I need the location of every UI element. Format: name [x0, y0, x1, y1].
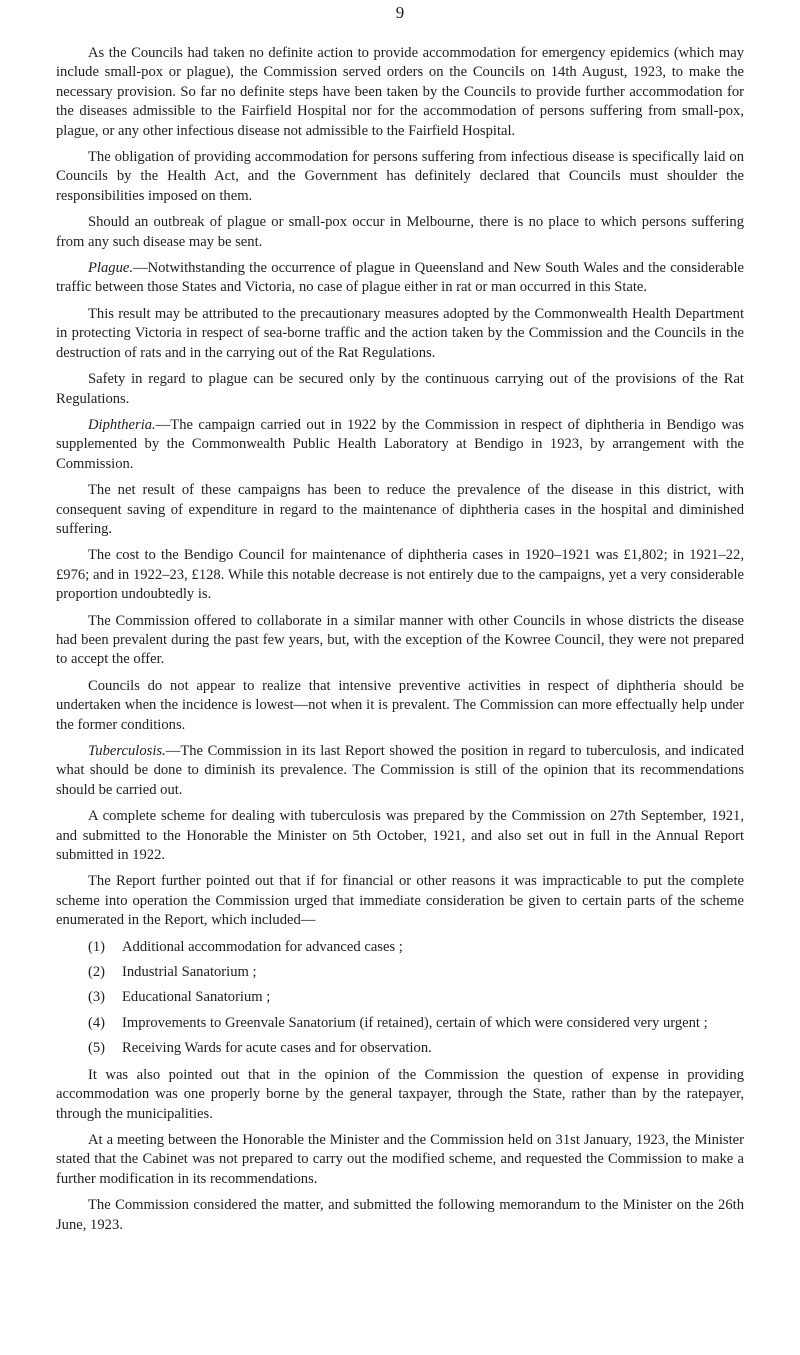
list-item-number: (3): [88, 989, 106, 1006]
paragraph-outbreak: Should an outbreak of plague or small-pox occur in Melbourne, there is no place to which persons suffering from any such disease may be sent.: [56, 214, 744, 250]
paragraph-plague-lead: [56, 259, 744, 298]
list-item-number: (1): [88, 938, 106, 955]
list-item-number: (4): [88, 1014, 106, 1031]
list-item: [56, 988, 744, 1007]
paragraph-tuberculosis-lead: [56, 742, 744, 800]
paragraph-plague-safety: Safety in regard to plague can be secured only by the continuous carrying out of the provisions of the Rat Regulations.: [56, 371, 744, 407]
paragraph-diphtheria-lead: [56, 416, 744, 474]
page-number: 9: [395, 3, 405, 22]
paragraph-tuberculosis-expense: It was also pointed out that in the opinion of the Commission the question of expense in providing accommodation was one properly borne by the general taxpayer, through the State, rather than by the ratepayer, through the municipalities.: [56, 1066, 744, 1122]
paragraph-tuberculosis-memorandum: The Commission considered the matter, and submitted the following memorandum to the Minister on the 26th June, 1923.: [56, 1197, 744, 1233]
section-heading-diphtheria: Diphtheria.: [88, 416, 156, 433]
list-item: [56, 963, 744, 982]
list-item-text: Receiving Wards for acute cases and for observation.: [122, 1040, 432, 1057]
section-heading-plague: Plague.: [88, 260, 133, 277]
paragraph-diphtheria-cost: The cost to the Bendigo Council for maintenance of diphtheria cases in 1920–1921 was £1,802; in 1921–22, £976; and in 1922–23, £128. While this notable decrease is not entirely due to the campaigns, yet a very considerable proportion undoubtedly is.: [56, 547, 744, 603]
list-item-text: Educational Sanatorium ;: [122, 989, 271, 1006]
paragraph-diphtheria-offer: The Commission offered to collaborate in a similar manner with other Councils in whose districts the disease had been prevalent during the past few years, but, with the exception of the Kowree Council, they were not prepared to accept the offer.: [56, 612, 744, 668]
paragraph-obligation: The obligation of providing accommodation for persons suffering from infectious disease is specifically laid on Councils by the Health Act, and the Government has definitely declared that Councils must shoulder the responsibilities imposed on them.: [56, 149, 744, 204]
tuberculosis-lead-text: —The Commission in its last Report showed the position in regard to tuberculosis, and indicated what should be done to diminish its prevalence. The Commission is still of the opinion that its recommendations should be carried out.: [56, 743, 744, 798]
list-item-text: Improvements to Greenvale Sanatorium (if retained), certain of which were considered very urgent ;: [122, 1014, 708, 1031]
paragraph-tuberculosis-scheme: A complete scheme for dealing with tuberculosis was prepared by the Commission on 27th September, 1921, and submitted to the Honorable the Minister on 5th October, 1921, and also set out in full in the Annual Report submitted in 1922.: [56, 808, 744, 864]
list-item-number: (2): [88, 964, 106, 981]
body-text: [56, 44, 744, 1242]
paragraph-tuberculosis-report: The Report further pointed out that if for financial or other reasons it was impracticable to put the complete scheme into operation the Commission urged that immediate consideration be given to certain parts of the scheme enumerated in the Report, which included—: [56, 873, 744, 929]
list-item: [56, 1039, 744, 1058]
paragraph-diphtheria-councils: Councils do not appear to realize that intensive preventive activities in respect of diphtheria should be undertaken when the incidence is lowest—not when it is prevalent. The Commission can more effectually help under the former conditions.: [56, 677, 744, 733]
paragraph-emergency-epidemics: As the Councils had taken no definite action to provide accommodation for emergency epidemics (which may include small-pox or plague), the Commission served orders on the Councils on 14th August, 1923, to make the necessary provision. So far no definite steps have been taken by the Councils to provide further accommodation for the diseases admissible to the Fairfield Hospital nor for the accommodation of persons suffering from small-pox, plague, or any other infectious disease not admissible to the Fairfield Hospital.: [56, 45, 744, 139]
scheme-list: [56, 938, 744, 1059]
list-item-text: Additional accommodation for advanced cases ;: [122, 938, 403, 955]
list-item: [56, 938, 744, 957]
list-item-text: Industrial Sanatorium ;: [122, 964, 257, 981]
paragraph-diphtheria-result: The net result of these campaigns has been to reduce the prevalence of the disease in this district, with consequent saving of expenditure in regard to the maintenance of diphtheria cases in the hospital and diminished suffering.: [56, 482, 744, 537]
paragraph-plague-result: This result may be attributed to the precautionary measures adopted by the Commonwealth Health Department in protecting Victoria in respect of sea-borne traffic and the action taken by the Commission and the Councils in the destruction of rats and in the carrying out of the Rat Regulations.: [56, 305, 744, 361]
diphtheria-lead-text: —The campaign carried out in 1922 by the Commission in respect of diphtheria in Bendigo was supplemented by the Commonwealth Public Health Laboratory at Bendigo in 1923, by arrangement with the Commission.: [56, 416, 744, 472]
list-item: [56, 1014, 744, 1033]
plague-lead-text: —Notwithstanding the occurrence of plague in Queensland and New South Wales and the considerable traffic between those States and Victoria, no case of plague either in rat or man occurred in this State.: [56, 260, 744, 296]
section-heading-tuberculosis: Tuberculosis.: [88, 743, 166, 759]
list-item-number: (5): [88, 1040, 106, 1057]
paragraph-tuberculosis-meeting: At a meeting between the Honorable the Minister and the Commission held on 31st January, 1923, the Minister stated that the Cabinet was not prepared to carry out the modified scheme, and requested the Commission to make a further modification in its recommendations.: [56, 1131, 744, 1187]
